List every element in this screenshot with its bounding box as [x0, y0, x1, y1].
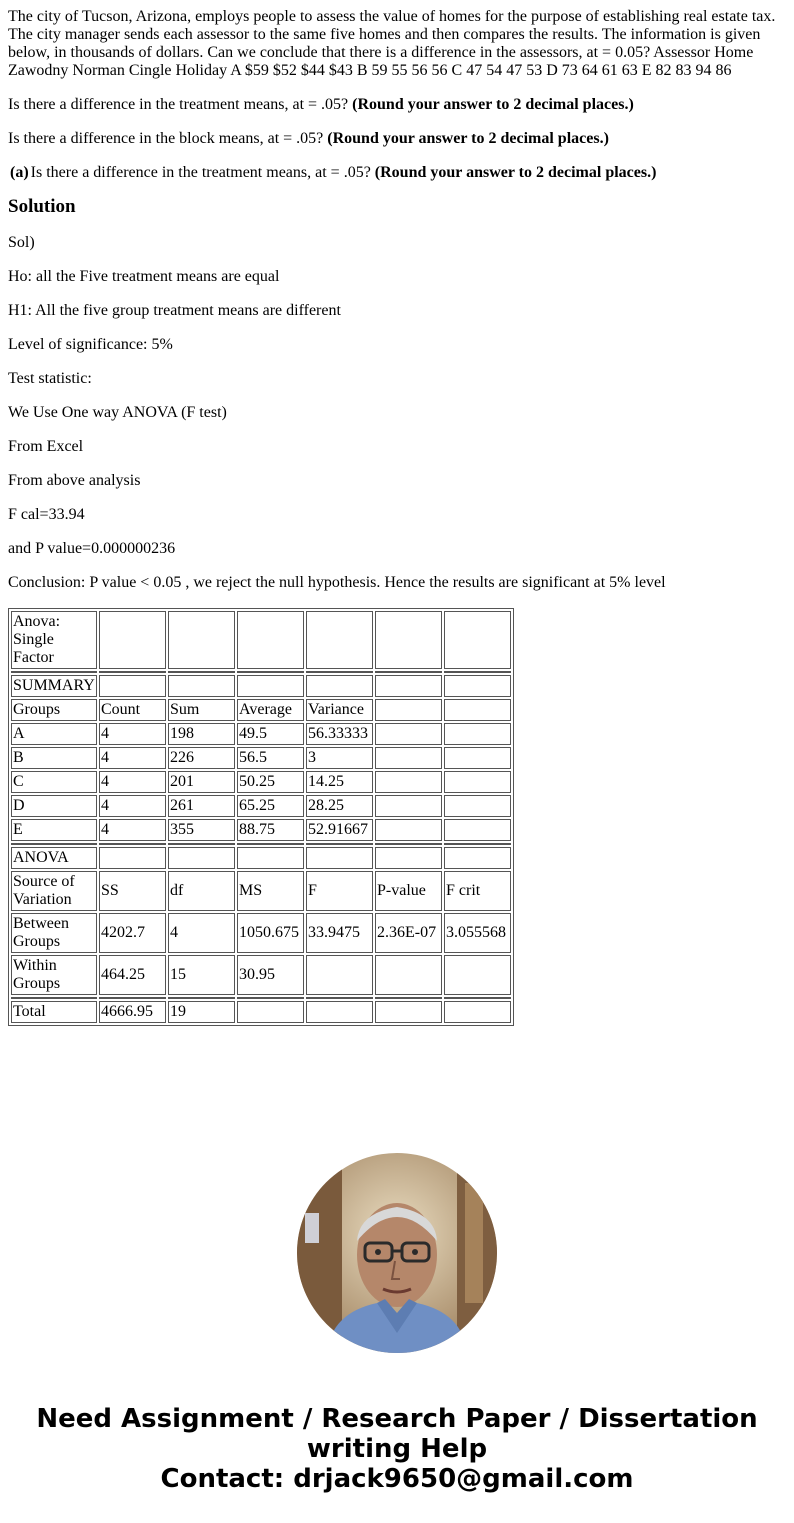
table-cell: 15	[168, 955, 235, 995]
table-cell	[444, 955, 511, 995]
table-cell	[444, 819, 511, 841]
table-cell	[444, 747, 511, 769]
table-cell: df	[168, 871, 235, 911]
solution-line: Sol)	[8, 234, 35, 251]
summary-label-row	[11, 675, 511, 697]
table-cell	[375, 819, 442, 841]
separator-cell	[99, 671, 166, 673]
table-cell: Count	[99, 699, 166, 721]
table-cell: 65.25	[237, 795, 304, 817]
anova-table-body	[11, 611, 511, 1023]
author-photo-icon	[297, 1153, 497, 1353]
table-cell	[444, 1001, 511, 1023]
separator-cell	[306, 671, 373, 673]
table-cell	[444, 795, 511, 817]
summary-data-row	[11, 723, 511, 745]
solution-line: We Use One way ANOVA (F test)	[8, 404, 227, 421]
table-cell	[444, 847, 511, 869]
solution-line: Conclusion: P value < 0.05 , we reject the null hypothesis. Hence the results are significant at 5% level	[8, 574, 666, 591]
table-cell: MS	[237, 871, 304, 911]
separator-cell	[99, 997, 166, 999]
question-text: Is there a difference in the treatment means, at = .05?	[8, 96, 353, 113]
separator-cell	[375, 997, 442, 999]
table-cell	[168, 611, 235, 669]
part-label: (a)	[10, 164, 29, 181]
table-cell: 52.91667	[306, 819, 373, 841]
separator-cell	[375, 671, 442, 673]
separator-cell	[237, 671, 304, 673]
table-cell	[444, 611, 511, 669]
table-cell: 50.25	[237, 771, 304, 793]
table-cell: 226	[168, 747, 235, 769]
separator-cell	[99, 843, 166, 845]
table-cell: 201	[168, 771, 235, 793]
table-cell: 56.33333	[306, 723, 373, 745]
table-cell	[306, 675, 373, 697]
table-cell: F crit	[444, 871, 511, 911]
part-text	[31, 164, 657, 182]
table-cell: 4	[168, 913, 235, 953]
separator-cell	[444, 843, 511, 845]
author-avatar	[297, 1153, 497, 1353]
anova-data-row	[11, 955, 511, 995]
summary-data-row	[11, 795, 511, 817]
separator-cell	[237, 997, 304, 999]
separator-cell	[444, 671, 511, 673]
table-cell: 4666.95	[99, 1001, 166, 1023]
separator-cell	[11, 843, 97, 845]
table-cell: 4	[99, 771, 166, 793]
promo-footer	[0, 1404, 794, 1494]
promo-line: Need Assignment / Research Paper / Dissertation	[36, 1404, 758, 1434]
separator-cell	[168, 997, 235, 999]
table-cell: E	[11, 819, 97, 841]
table-cell	[375, 795, 442, 817]
table-cell	[168, 847, 235, 869]
table-cell: Between Groups	[11, 913, 97, 953]
table-cell	[99, 611, 166, 669]
summary-data-row	[11, 747, 511, 769]
table-cell: 33.9475	[306, 913, 373, 953]
solution-line: H1: All the five group treatment means are different	[8, 302, 341, 319]
question-text: Is there a difference in the treatment means, at = .05?	[30, 164, 375, 181]
table-cell	[444, 723, 511, 745]
table-cell	[99, 675, 166, 697]
separator-cell	[11, 671, 97, 673]
table-cell	[237, 611, 304, 669]
question-part-a	[8, 164, 786, 182]
separator-cell	[306, 997, 373, 999]
question-text: Is there a difference in the block means, at = .05?	[8, 130, 328, 147]
separator-cell	[237, 843, 304, 845]
solution-line: Level of significance: 5%	[8, 336, 173, 353]
table-cell: 464.25	[99, 955, 166, 995]
table-cell: 1050.675	[237, 913, 304, 953]
table-cell	[375, 1001, 442, 1023]
separator-cell	[168, 843, 235, 845]
separator-cell	[168, 671, 235, 673]
promo-line: writing Help	[306, 1434, 488, 1464]
table-cell	[237, 1001, 304, 1023]
table-cell: F	[306, 871, 373, 911]
table-cell	[375, 723, 442, 745]
table-separator-row	[11, 997, 511, 999]
separator-cell	[306, 843, 373, 845]
table-cell: SUMMARY	[11, 675, 97, 697]
question-intro: The city of Tucson, Arizona, employs people to assess the value of homes for the purpose of establishing real estate tax. The city manager sends each assessor to the same five homes and then compares the results. The information is given below, in thousands of dollars. Can we conclude that there is a difference in the assessors, at = 0.05? Assessor Home Zawodny Norman Cingle Holiday A $59 $52 $44 $43 B 59 55 56 56 C 47 54 47 53 D 73 64 61 63 E 82 83 94 86	[8, 8, 776, 79]
table-cell: 30.95	[237, 955, 304, 995]
table-cell: D	[11, 795, 97, 817]
table-cell: A	[11, 723, 97, 745]
page	[8, 0, 786, 1026]
separator-cell	[444, 997, 511, 999]
table-cell: 2.36E-07	[375, 913, 442, 953]
table-cell	[237, 675, 304, 697]
table-cell: 88.75	[237, 819, 304, 841]
solution-line: Test statistic:	[8, 370, 92, 387]
table-cell: Groups	[11, 699, 97, 721]
table-cell: Anova: Single Factor	[11, 611, 97, 669]
solution-line: From Excel	[8, 438, 84, 455]
table-cell	[375, 955, 442, 995]
anova-data-row	[11, 913, 511, 953]
question-rounding-note: (Round your answer to 2 decimal places.)	[327, 130, 609, 147]
table-cell: ANOVA	[11, 847, 97, 869]
table-cell	[444, 771, 511, 793]
summary-data-row	[11, 819, 511, 841]
table-cell: SS	[99, 871, 166, 911]
separator-cell	[375, 843, 442, 845]
table-cell: 3	[306, 747, 373, 769]
table-cell	[306, 611, 373, 669]
table-cell: 4	[99, 819, 166, 841]
table-cell	[375, 847, 442, 869]
table-cell	[237, 847, 304, 869]
question-block-means	[8, 130, 786, 148]
contact-email: Contact: drjack9650@gmail.com	[160, 1464, 634, 1494]
solution-line: From above analysis	[8, 472, 141, 489]
table-cell	[444, 699, 511, 721]
table-cell: 14.25	[306, 771, 373, 793]
table-cell: 3.055568	[444, 913, 511, 953]
question-treatment-means	[8, 96, 786, 114]
table-cell: 28.25	[306, 795, 373, 817]
solution-line: F cal=33.94	[8, 506, 85, 523]
table-separator-row	[11, 671, 511, 673]
table-cell	[306, 955, 373, 995]
table-title-row	[11, 611, 511, 669]
table-cell: P-value	[375, 871, 442, 911]
question-rounding-note: (Round your answer to 2 decimal places.)	[352, 96, 634, 113]
table-cell: Total	[11, 1001, 97, 1023]
table-cell	[306, 1001, 373, 1023]
table-cell: B	[11, 747, 97, 769]
table-cell: C	[11, 771, 97, 793]
summary-data-row	[11, 771, 511, 793]
question-rounding-note: (Round your answer to 2 decimal places.)	[374, 164, 657, 181]
table-cell: 261	[168, 795, 235, 817]
solution-heading: Solution	[8, 196, 76, 217]
table-cell	[444, 675, 511, 697]
table-cell: Source of Variation	[11, 871, 97, 911]
table-cell	[375, 675, 442, 697]
solution-steps	[8, 234, 786, 592]
table-cell: 56.5	[237, 747, 304, 769]
table-cell	[99, 847, 166, 869]
table-cell: 355	[168, 819, 235, 841]
table-cell: 4	[99, 795, 166, 817]
table-cell: 19	[168, 1001, 235, 1023]
anova-label-row	[11, 847, 511, 869]
table-cell: 198	[168, 723, 235, 745]
table-cell	[306, 847, 373, 869]
table-cell	[168, 675, 235, 697]
table-cell: 4202.7	[99, 913, 166, 953]
anova-table	[8, 608, 514, 1026]
table-cell: Within Groups	[11, 955, 97, 995]
table-cell	[375, 747, 442, 769]
table-cell	[375, 771, 442, 793]
table-cell: Variance	[306, 699, 373, 721]
anova-header-row	[11, 871, 511, 911]
table-cell	[375, 699, 442, 721]
summary-header-row	[11, 699, 511, 721]
table-cell: Sum	[168, 699, 235, 721]
table-cell: 49.5	[237, 723, 304, 745]
table-cell: 4	[99, 747, 166, 769]
solution-line: Ho: all the Five treatment means are equal	[8, 268, 280, 285]
table-cell	[375, 611, 442, 669]
table-cell: Average	[237, 699, 304, 721]
solution-line: and P value=0.000000236	[8, 540, 176, 557]
separator-cell	[11, 997, 97, 999]
anova-total-row	[11, 1001, 511, 1023]
table-separator-row	[11, 843, 511, 845]
table-cell: 4	[99, 723, 166, 745]
